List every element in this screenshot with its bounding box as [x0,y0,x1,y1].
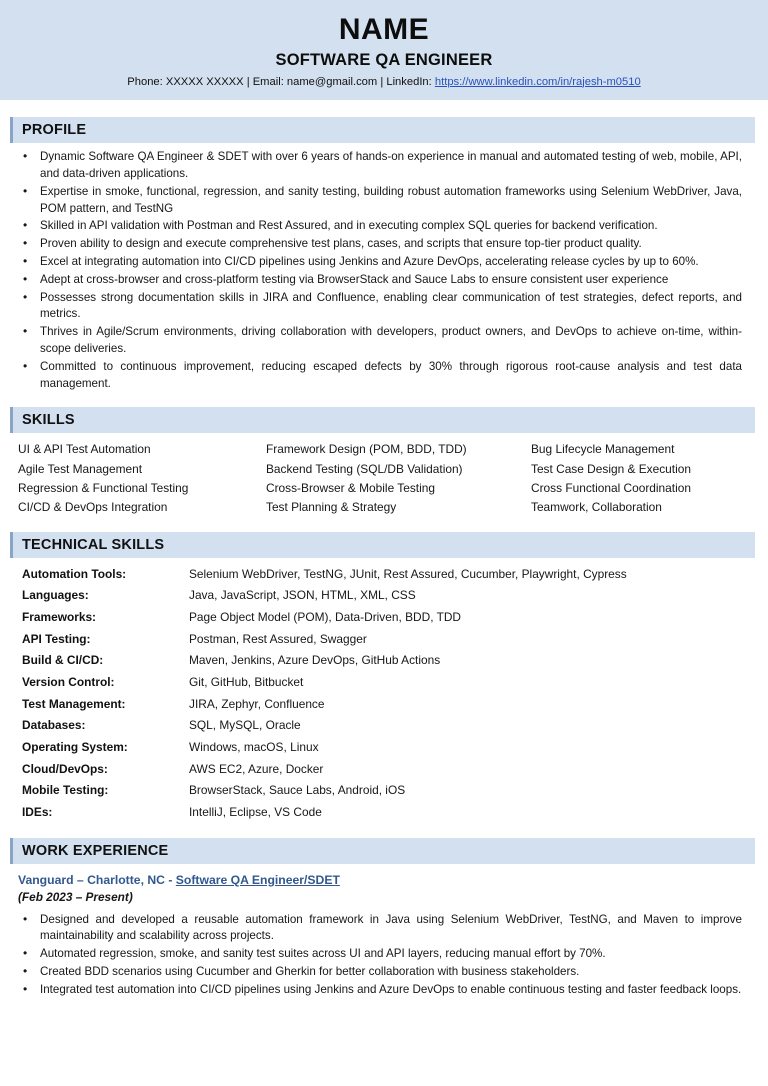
table-row [22,759,754,781]
section-header-skills [10,407,755,433]
list-item: UI & API Test Automation [18,442,151,457]
tech-skill-label: Frameworks: [22,610,97,625]
list-item: • Skilled in API validation with Postman and Rest Assured, and in executing complex SQL queries for backend verification. [14,218,754,235]
list-item: Cross-Browser & Mobile Testing [266,481,435,496]
table-row [22,564,754,586]
list-item: • Designed and developed a reusable automation framework in Java using Selenium WebDriver, TestNG, and Maven to improve maintainability and scalability across projects. [14,912,754,946]
technical-skills-table [0,564,768,824]
list-item: • Thrives in Agile/Scrum environments, driving collaboration with developers, product owners, and DevOps to achieve on-time, within-scope deliveries. [14,324,754,358]
spacer-after-skills [0,518,768,532]
section-title-work-experience: WORK EXPERIENCE [22,842,169,859]
resume-header-banner [0,0,768,100]
table-row [22,672,754,694]
list-item: Framework Design (POM, BDD, TDD) [266,442,467,457]
tech-skill-label: Mobile Testing: [22,783,109,798]
section-header-profile [10,117,755,143]
contact-text: Phone: XXXXX XXXXX | Email: name@gmail.com | LinkedIn: [127,75,435,88]
skills-grid [0,440,768,517]
list-item: CI/CD & DevOps Integration [18,500,168,515]
list-item: • Adept at cross-browser and cross-platform testing via BrowserStack and Sauce Labs to ensure consistent user experience [14,272,754,289]
list-item: • Automated regression, smoke, and sanity test suites across UI and API layers, reducing manual effort by 70%. [14,946,754,963]
tech-skill-value: Selenium WebDriver, TestNG, JUnit, Rest Assured, Cucumber, Playwright, Cypress [189,566,627,581]
tech-skill-value: Maven, Jenkins, Azure DevOps, GitHub Actions [189,653,441,668]
tech-skill-value: IntelliJ, Eclipse, VS Code [189,804,322,819]
tech-skill-label: Automation Tools: [22,566,127,581]
job-dates: (Feb 2023 – Present) [18,889,133,904]
tech-skill-label: Cloud/DevOps: [22,761,108,776]
linkedin-link[interactable]: https://www.linkedin.com/in/rajesh-m0510 [434,75,641,88]
tech-skill-label: Build & CI/CD: [22,653,104,668]
tech-skill-value: Page Object Model (POM), Data-Driven, BDD, TDD [189,610,462,625]
section-title-profile: PROFILE [22,122,87,139]
section-header-work-experience [10,838,755,864]
list-item: • Committed to continuous improvement, reducing escaped defects by 30% through rigorous root-cause analysis and test data management. [14,359,754,393]
table-row [22,737,754,759]
spacer-after-header [0,100,768,117]
job-company-line [18,873,754,889]
table-row [22,715,754,737]
spacer-after-technical-skills [0,824,768,838]
tech-skill-label: Test Management: [22,696,126,711]
table-row [22,585,754,607]
tech-skill-label: Databases: [22,718,86,733]
section-title-skills: SKILLS [22,412,75,429]
table-row [22,607,754,629]
tech-skill-label: Operating System: [22,739,128,754]
section-header-technical-skills [10,532,755,558]
list-item: • Proven ability to design and execute comprehensive test plans, cases, and scripts that ensure top-tier product quality. [14,236,754,253]
table-row [22,629,754,651]
list-item: • Dynamic Software QA Engineer & SDET with over 6 years of hands-on experience in manual and automated testing of web, mobile, API, and data-driven applications. [14,149,754,183]
list-item: Test Planning & Strategy [266,500,397,515]
list-item: • Possesses strong documentation skills in JIRA and Confluence, enabling clear communication of test strategies, defect reports, and metrics. [14,290,754,324]
tech-skill-value: Windows, macOS, Linux [189,739,319,754]
contact-line [0,76,768,89]
table-row [22,650,754,672]
tech-skill-value: AWS EC2, Azure, Docker [189,761,324,776]
list-item: Backend Testing (SQL/DB Validation) [266,461,463,476]
section-title-technical-skills: TECHNICAL SKILLS [22,536,165,553]
list-item: Cross Functional Coordination [531,481,691,496]
job-role-title: Software QA Engineer/SDET [175,872,340,887]
profile-bullet-list [14,149,754,392]
tech-skill-value: BrowserStack, Sauce Labs, Android, iOS [189,783,406,798]
page-title: NAME [338,13,430,46]
tech-skill-value: Git, GitHub, Bitbucket [189,675,304,690]
tech-skill-value: SQL, MySQL, Oracle [189,718,301,733]
list-item: Bug Lifecycle Management [531,442,675,457]
profile-body [0,149,768,392]
list-item: Test Case Design & Execution [531,461,691,476]
list-item: • Integrated test automation into CI/CD pipelines using Jenkins and Azure DevOps to enable continuous testing and faster feedback loops. [14,982,754,999]
job-bullet-list [14,912,754,999]
tech-skill-value: Postman, Rest Assured, Swagger [189,631,367,646]
spacer-after-profile [0,393,768,407]
header-job-title: SOFTWARE QA ENGINEER [275,50,493,69]
list-item: Agile Test Management [18,461,143,476]
tech-skill-value: Java, JavaScript, JSON, HTML, XML, CSS [189,588,416,603]
list-item: • Expertise in smoke, functional, regression, and sanity testing, building robust automation frameworks using Selenium WebDriver, Java, POM pattern, and TestNG [14,184,754,218]
tech-skill-label: API Testing: [22,631,91,646]
table-row [22,694,754,716]
list-item: • Excel at integrating automation into CI/CD pipelines using Jenkins and Azure DevOps, accelerating release cycles by up to 60%. [14,254,754,271]
job-entry-header [0,873,768,906]
table-row [22,802,754,824]
list-item: • Created BDD scenarios using Cucumber and Gherkin for better collaboration with business stakeholders. [14,964,754,981]
tech-skill-value: JIRA, Zephyr, Confluence [189,696,325,711]
tech-skill-label: IDEs: [22,804,53,819]
job-body [0,912,768,999]
job-company-name: Vanguard – Charlotte, NC - [18,872,176,887]
tech-skill-label: Languages: [22,588,89,603]
list-item: Regression & Functional Testing [18,481,189,496]
table-row [22,780,754,802]
list-item: Teamwork, Collaboration [531,500,662,515]
tech-skill-label: Version Control: [22,675,115,690]
